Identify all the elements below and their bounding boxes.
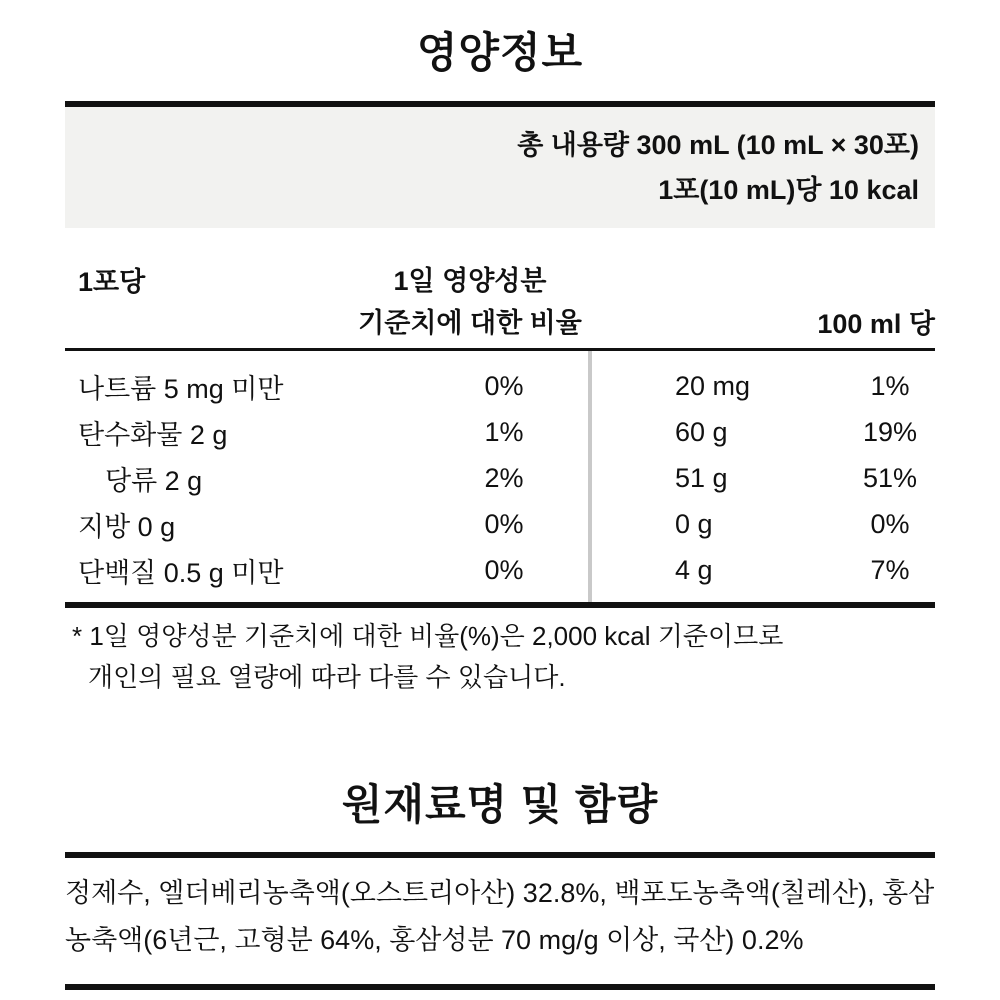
per-100ml-pct: 1% [870, 370, 910, 401]
column-header-daily-value-line2: 기준치에 대한 비율 [358, 308, 582, 338]
daily-value-pct: 0% [484, 370, 524, 401]
per-serving-kcal-text: 1포(10 mL)당 10 kcal [658, 175, 919, 205]
column-header-daily-value [235, 260, 705, 344]
per-100ml-amount: 4 g [675, 554, 713, 585]
table-row-carbohydrate [65, 409, 935, 455]
ingredients-section-title: 원재료명 및 함량 [341, 781, 659, 828]
ingredients-top-rule [65, 852, 935, 858]
per-100ml-amount: 0 g [675, 508, 713, 539]
column-header-per-serving: 1포당 [78, 267, 146, 297]
table-bottom-rule [65, 602, 935, 608]
table-row-fat [65, 501, 935, 547]
nutrition-section-title: 영양정보 [416, 29, 584, 76]
per-100ml-pct: 51% [862, 462, 918, 493]
table-row-sugars [65, 455, 935, 501]
ingredients-bottom-rule [65, 984, 935, 990]
column-header-daily-value-line1: 1일 영양성분 [393, 266, 547, 296]
nutrition-table-header [65, 256, 935, 348]
column-divider-line [588, 351, 592, 602]
daily-value-footnote [65, 616, 935, 698]
total-volume-text: 총 내용량 300 mL (10 mL × 30포) [517, 130, 919, 160]
nutrition-table-body [65, 351, 935, 602]
per-100ml-amount: 60 g [675, 416, 728, 447]
nutrient-label: 탄수화물 2 g [78, 419, 228, 450]
column-header-per-100ml: 100 ml 당 [817, 309, 935, 339]
nutrient-label: 나트륨 5 mg 미만 [78, 373, 284, 404]
footnote-line2: 개인의 필요 열량에 따라 다를 수 있습니다. [88, 662, 566, 692]
per-100ml-amount: 51 g [675, 462, 728, 493]
footnote-line1: * 1일 영양성분 기준치에 대한 비율(%)은 2,000 kcal 기준이므로 [72, 621, 784, 651]
per-100ml-amount: 20 mg [675, 370, 751, 401]
serving-summary-box [65, 107, 935, 228]
nutrition-rows [65, 351, 935, 593]
nutrient-label: 단백질 0.5 g 미만 [78, 557, 284, 588]
daily-value-pct: 0% [484, 508, 524, 539]
daily-value-pct: 0% [484, 554, 524, 585]
nutrient-label: 지방 0 g [78, 511, 176, 542]
table-row-protein [65, 547, 935, 593]
per-100ml-pct: 19% [862, 416, 918, 447]
nutrient-label: 당류 2 g [105, 465, 203, 496]
daily-value-pct: 2% [484, 462, 524, 493]
per-100ml-pct: 7% [870, 554, 910, 585]
table-row-sodium [65, 363, 935, 409]
ingredients-list-text: 정제수, 엘더베리농축액(오스트리아산) 32.8%, 백포도농축액(칠레산), 홍삼농축액(6년근, 고형분 64%, 홍삼성분 70 mg/g 이상, 국산) 0.2% [65, 878, 935, 955]
daily-value-pct: 1% [484, 416, 524, 447]
per-100ml-pct: 0% [870, 508, 910, 539]
